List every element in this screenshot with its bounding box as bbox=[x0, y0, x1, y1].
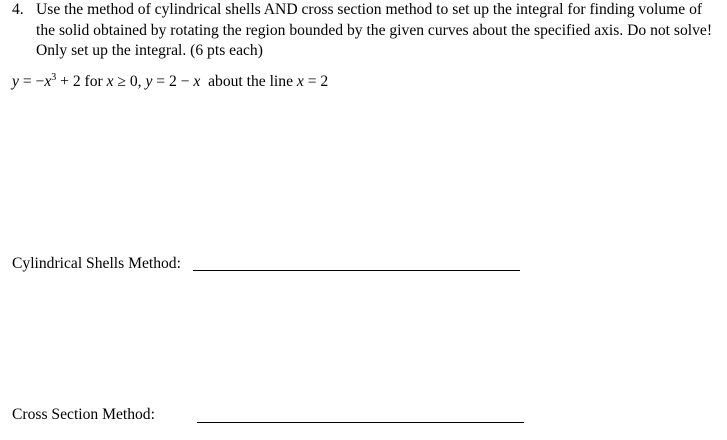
axis-x: x bbox=[296, 73, 304, 90]
curve1-eq: = − bbox=[18, 73, 45, 90]
cross-section-answer-blank bbox=[197, 422, 524, 423]
cross-section-label: Cross Section Method: bbox=[12, 406, 155, 423]
problem-number: 4. bbox=[12, 1, 24, 18]
axis-eq: = 2 bbox=[303, 73, 329, 90]
about-text: about the line bbox=[200, 73, 297, 90]
curve1-x: x bbox=[44, 73, 52, 90]
cond-x: x bbox=[106, 73, 114, 90]
curve1-y: y bbox=[12, 73, 19, 90]
curve1-exponent: 3 bbox=[51, 72, 57, 83]
problem-statement bbox=[12, 0, 717, 62]
curve2-eq: = 2 − bbox=[152, 73, 194, 90]
shells-label: Cylindrical Shells Method: bbox=[12, 255, 181, 272]
problem-text: Use the method of cylindrical shells AND cross section method to set up the integral for finding volume of the solid obtained by rotating the region bounded by the given curves about the specified axis. Do not solve! Only set up the integral. (6 pts each) bbox=[36, 1, 713, 59]
curve1-plus: + 2 bbox=[56, 73, 81, 90]
cond-rel: ≥ 0, bbox=[113, 73, 146, 90]
for-text: for bbox=[80, 73, 107, 90]
curve2-x: x bbox=[193, 73, 201, 90]
curve2-y: y bbox=[145, 73, 153, 90]
equation-line bbox=[12, 72, 328, 92]
shells-answer-blank bbox=[193, 270, 520, 271]
